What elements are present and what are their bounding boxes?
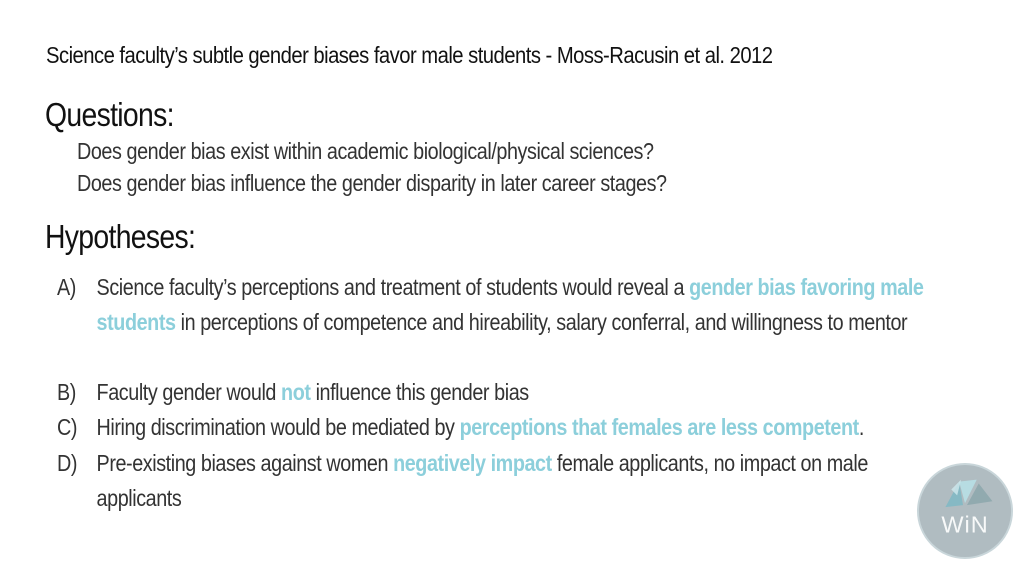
hypothesis-text-after: in perceptions of competence and hireability, salary conferral, and willingness to mentor [175,309,908,335]
hypothesis-letter: B) [57,379,76,405]
win-logo [916,462,1014,560]
hypothesis-text-after: female applicants, no impact on male applicants [96,450,868,511]
logo-text: WiN [941,511,989,538]
hypothesis-text-before: Science faculty’s perceptions and treatment of students would reveal a [96,274,690,300]
hypothesis-text-before: Pre-existing biases against women [96,450,394,476]
hypothesis-highlight: negatively impact [393,450,552,476]
hypothesis-highlight: gender bias favoring male students [96,274,924,335]
hypothesis-b [57,375,977,410]
question-item: Does gender bias influence the gender disparity in later career stages? [77,170,667,196]
hypothesis-text [97,446,948,516]
hypothesis-text [97,270,969,340]
hypothesis-a [57,270,969,340]
hypothesis-letter: C) [57,414,78,440]
hypothesis-text [97,410,978,445]
hypothesis-highlight: perceptions that females are less competent [459,414,859,440]
hypothesis-text-after: influence this gender bias [310,379,529,405]
slide-title: Science faculty’s subtle gender biases favor male students - Moss-Racusin et al. 2012 [46,42,773,68]
question-item: Does gender bias exist within academic biological/physical sciences? [77,138,654,164]
hypotheses-heading: Hypotheses: [45,218,196,255]
hypothesis-text-after: . [858,414,864,440]
hypothesis-letter: A) [57,274,76,300]
hypothesis-highlight: not [281,379,311,405]
hypothesis-text-before: Faculty gender would [96,379,282,405]
hypothesis-c [57,410,977,445]
questions-heading: Questions: [45,96,174,133]
hypothesis-text [97,375,978,410]
hypothesis-d [57,446,947,516]
hypothesis-letter: D) [57,450,78,476]
hypothesis-text-before: Hiring discrimination would be mediated by [96,414,460,440]
